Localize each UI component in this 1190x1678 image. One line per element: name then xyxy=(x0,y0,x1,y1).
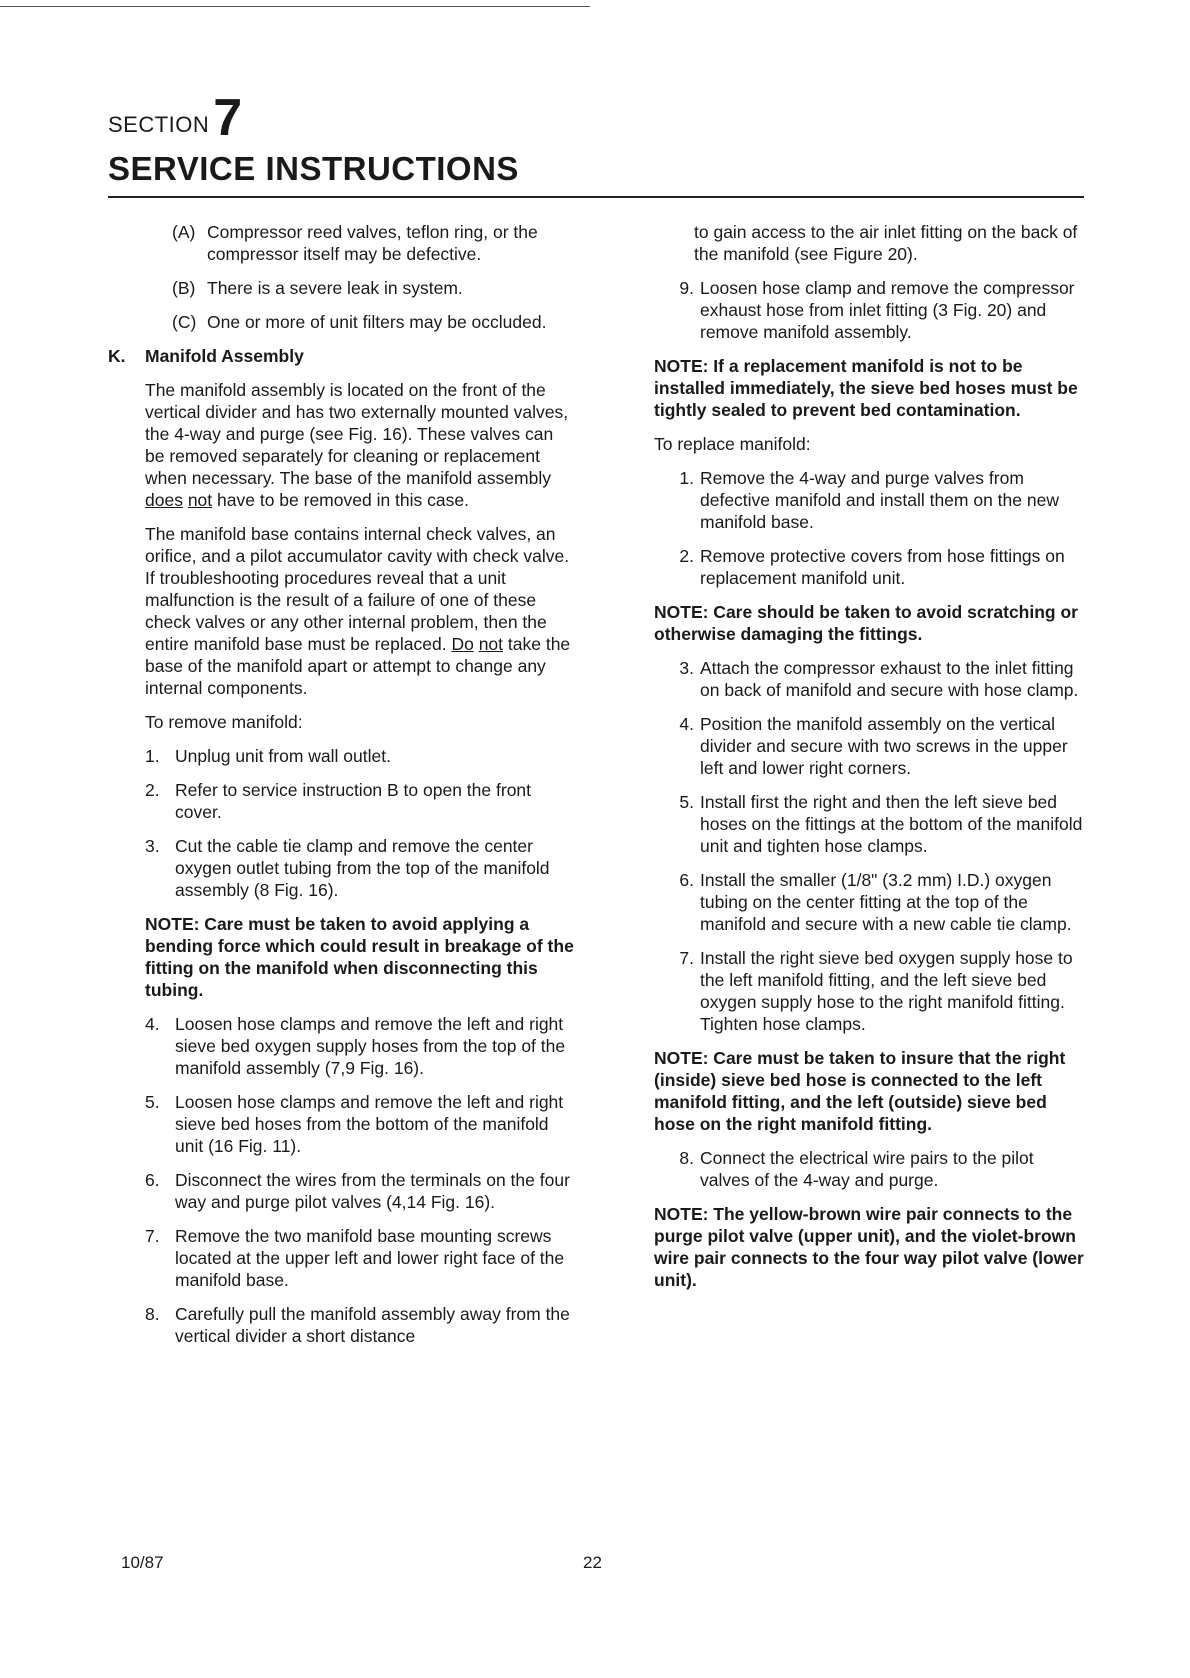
step-number: 1. xyxy=(145,746,160,766)
remove-step xyxy=(145,1013,576,1079)
sub-item-text: Compressor reed valves, teflon ring, or the compressor itself may be defective. xyxy=(207,222,538,264)
step-number: 5. xyxy=(679,792,694,812)
remove-intro: To remove manifold: xyxy=(145,712,303,732)
para2-do: Do xyxy=(451,634,474,654)
header-rule xyxy=(108,196,1084,198)
step-number: 3. xyxy=(145,836,160,856)
step-text: Install first the right and then the left sieve bed hoses on the fittings at the bottom of the manifold unit and tighten hose clamps. xyxy=(700,792,1083,856)
replace-step xyxy=(654,713,1084,779)
step-text: Loosen hose clamps and remove the left and right sieve bed hoses from the bottom of the manifold unit (16 Fig. 11). xyxy=(175,1092,564,1156)
remove-step xyxy=(145,779,576,823)
step-text: Remove the 4-way and purge valves from defective manifold and install them on the new manifold base. xyxy=(700,468,1059,532)
replace-step xyxy=(654,947,1084,1035)
step-number: 3. xyxy=(679,658,694,678)
step-number: 9. xyxy=(679,278,694,298)
step-number: 6. xyxy=(145,1170,160,1190)
manifold-description-paragraph xyxy=(145,379,576,511)
para2-not: not xyxy=(478,634,504,654)
replace-intro: To replace manifold: xyxy=(654,434,811,454)
note-scratching: NOTE: Care should be taken to avoid scratching or otherwise damaging the fittings. xyxy=(654,602,1078,644)
replace-step xyxy=(654,1147,1084,1191)
page-number: 22 xyxy=(583,1553,602,1572)
sub-item xyxy=(172,277,576,299)
step-text: Refer to service instruction B to open the front cover. xyxy=(175,780,532,822)
sub-item xyxy=(172,221,576,265)
sub-item-text: One or more of unit filters may be occluded. xyxy=(207,312,547,332)
sub-item-label: (B) xyxy=(172,278,196,298)
para1-does: does xyxy=(145,490,183,510)
step-text: Position the manifold assembly on the vertical divider and secure with two screws in the upper left and lower right corners. xyxy=(700,714,1068,778)
note-seal-hoses: NOTE: If a replacement manifold is not to be installed immediately, the sieve bed hoses must be tightly sealed to prevent bed contamination. xyxy=(654,356,1078,420)
step-text: Connect the electrical wire pairs to the pilot valves of the 4-way and purge. xyxy=(700,1148,1034,1190)
sub-item xyxy=(172,311,576,333)
remove-step xyxy=(145,1225,576,1291)
left-column xyxy=(108,221,576,1359)
sub-item-label: (A) xyxy=(172,222,196,242)
step-number: 6. xyxy=(679,870,694,890)
replace-step xyxy=(654,467,1084,533)
step-text: Attach the compressor exhaust to the inlet fitting on back of manifold and secure with hose clamp. xyxy=(700,658,1079,700)
sub-item-text: There is a severe leak in system. xyxy=(207,278,463,298)
manifold-base-paragraph xyxy=(145,523,576,699)
replace-step xyxy=(654,791,1084,857)
remove-step xyxy=(145,1303,576,1347)
step-text: Install the right sieve bed oxygen supply hose to the left manifold fitting, and the left sieve bed oxygen supply hose to the right manifold fitting. Tighten hose clamps. xyxy=(700,948,1073,1034)
footer-date: 10/87 xyxy=(121,1553,164,1572)
note-hose-crossing: NOTE: Care must be taken to insure that the right (inside) sieve bed hose is connected to the left manifold fitting, and the left (outside) sieve bed hose on the right manifold fitting. xyxy=(654,1048,1066,1134)
step-number: 8. xyxy=(679,1148,694,1168)
para2-text-a: The manifold base contains internal check valves, an orifice, and a pilot accumulator cavity with check valve. If troubleshooting procedures reveal that a unit malfunction is the result of a failure of one of these check valves or any other internal problem, then the entire manifold base must be replaced. xyxy=(145,524,570,654)
step-text: Install the smaller (1/8" (3.2 mm) I.D.) oxygen tubing on the center fitting at the top of the manifold and secure with a new cable tie clamp. xyxy=(700,870,1072,934)
step-number: 2. xyxy=(145,780,160,800)
step-text: Loosen hose clamps and remove the left and right sieve bed oxygen supply hoses from the top of the manifold assembly (7,9 Fig. 16). xyxy=(175,1014,566,1078)
replace-step xyxy=(654,545,1084,589)
section-k-label: K. xyxy=(108,346,126,366)
step-number: 7. xyxy=(679,948,694,968)
note-wire-pairs: NOTE: The yellow-brown wire pair connects to the purge pilot valve (upper unit), and the violet-brown wire pair connects to the four way pilot valve (lower unit). xyxy=(654,1204,1084,1290)
step-number: 4. xyxy=(145,1014,160,1034)
step-text: Carefully pull the manifold assembly away from the vertical divider a short distance xyxy=(175,1304,570,1346)
remove-step xyxy=(654,277,1084,343)
continued-step-text: to gain access to the air inlet fitting on the back of the manifold (see Figure 20). xyxy=(694,222,1078,264)
page-title: SERVICE INSTRUCTIONS xyxy=(108,150,519,187)
para1-not: not xyxy=(187,490,213,510)
remove-step xyxy=(145,835,576,901)
step-number: 4. xyxy=(679,714,694,734)
step-text: Remove protective covers from hose fittings on replacement manifold unit. xyxy=(700,546,1065,588)
sub-item-label: (C) xyxy=(172,312,197,332)
para1-text-a: The manifold assembly is located on the front of the vertical divider and has two externally mounted valves, the 4-way and purge (see Fig. 16). These valves can be removed separately for cleaning or replacement when necessary. The base of the manifold assembly xyxy=(145,380,569,488)
step-text: Loosen hose clamp and remove the compressor exhaust hose from inlet fitting (3 Fig. 20) and remove manifold assembly. xyxy=(700,278,1075,342)
step-text: Remove the two manifold base mounting screws located at the upper left and lower right face of the manifold base. xyxy=(175,1226,565,1290)
remove-step xyxy=(145,1169,576,1213)
replace-step xyxy=(654,869,1084,935)
remove-step xyxy=(145,1091,576,1157)
step-number: 2. xyxy=(679,546,694,566)
section-k-title: Manifold Assembly xyxy=(145,346,304,366)
step-number: 1. xyxy=(679,468,694,488)
section-header xyxy=(108,89,519,188)
step-number: 5. xyxy=(145,1092,160,1112)
step-number: 7. xyxy=(145,1226,160,1246)
step-text: Disconnect the wires from the terminals on the four way and purge pilot valves (4,14 Fig. 16). xyxy=(175,1170,570,1212)
top-scan-line xyxy=(0,6,590,7)
note-bending-force: NOTE: Care must be taken to avoid applying a bending force which could result in breakage of the fitting on the manifold when disconnecting this tubing. xyxy=(145,914,574,1000)
para1-text-b: have to be removed in this case. xyxy=(217,490,469,510)
replace-step xyxy=(654,657,1084,701)
step-text: Unplug unit from wall outlet. xyxy=(175,746,391,766)
section-number: 7 xyxy=(213,89,243,147)
remove-step xyxy=(145,745,576,767)
step-number: 8. xyxy=(145,1304,160,1324)
step-text: Cut the cable tie clamp and remove the center oxygen outlet tubing from the top of the manifold assembly (8 Fig. 16). xyxy=(175,836,550,900)
right-column xyxy=(654,221,1084,1303)
section-k-heading xyxy=(108,345,576,367)
section-label-line xyxy=(108,89,519,147)
section-label: SECTION xyxy=(108,112,210,137)
para2-text-b: take the base of the manifold apart or attempt to change any internal components. xyxy=(145,634,571,698)
